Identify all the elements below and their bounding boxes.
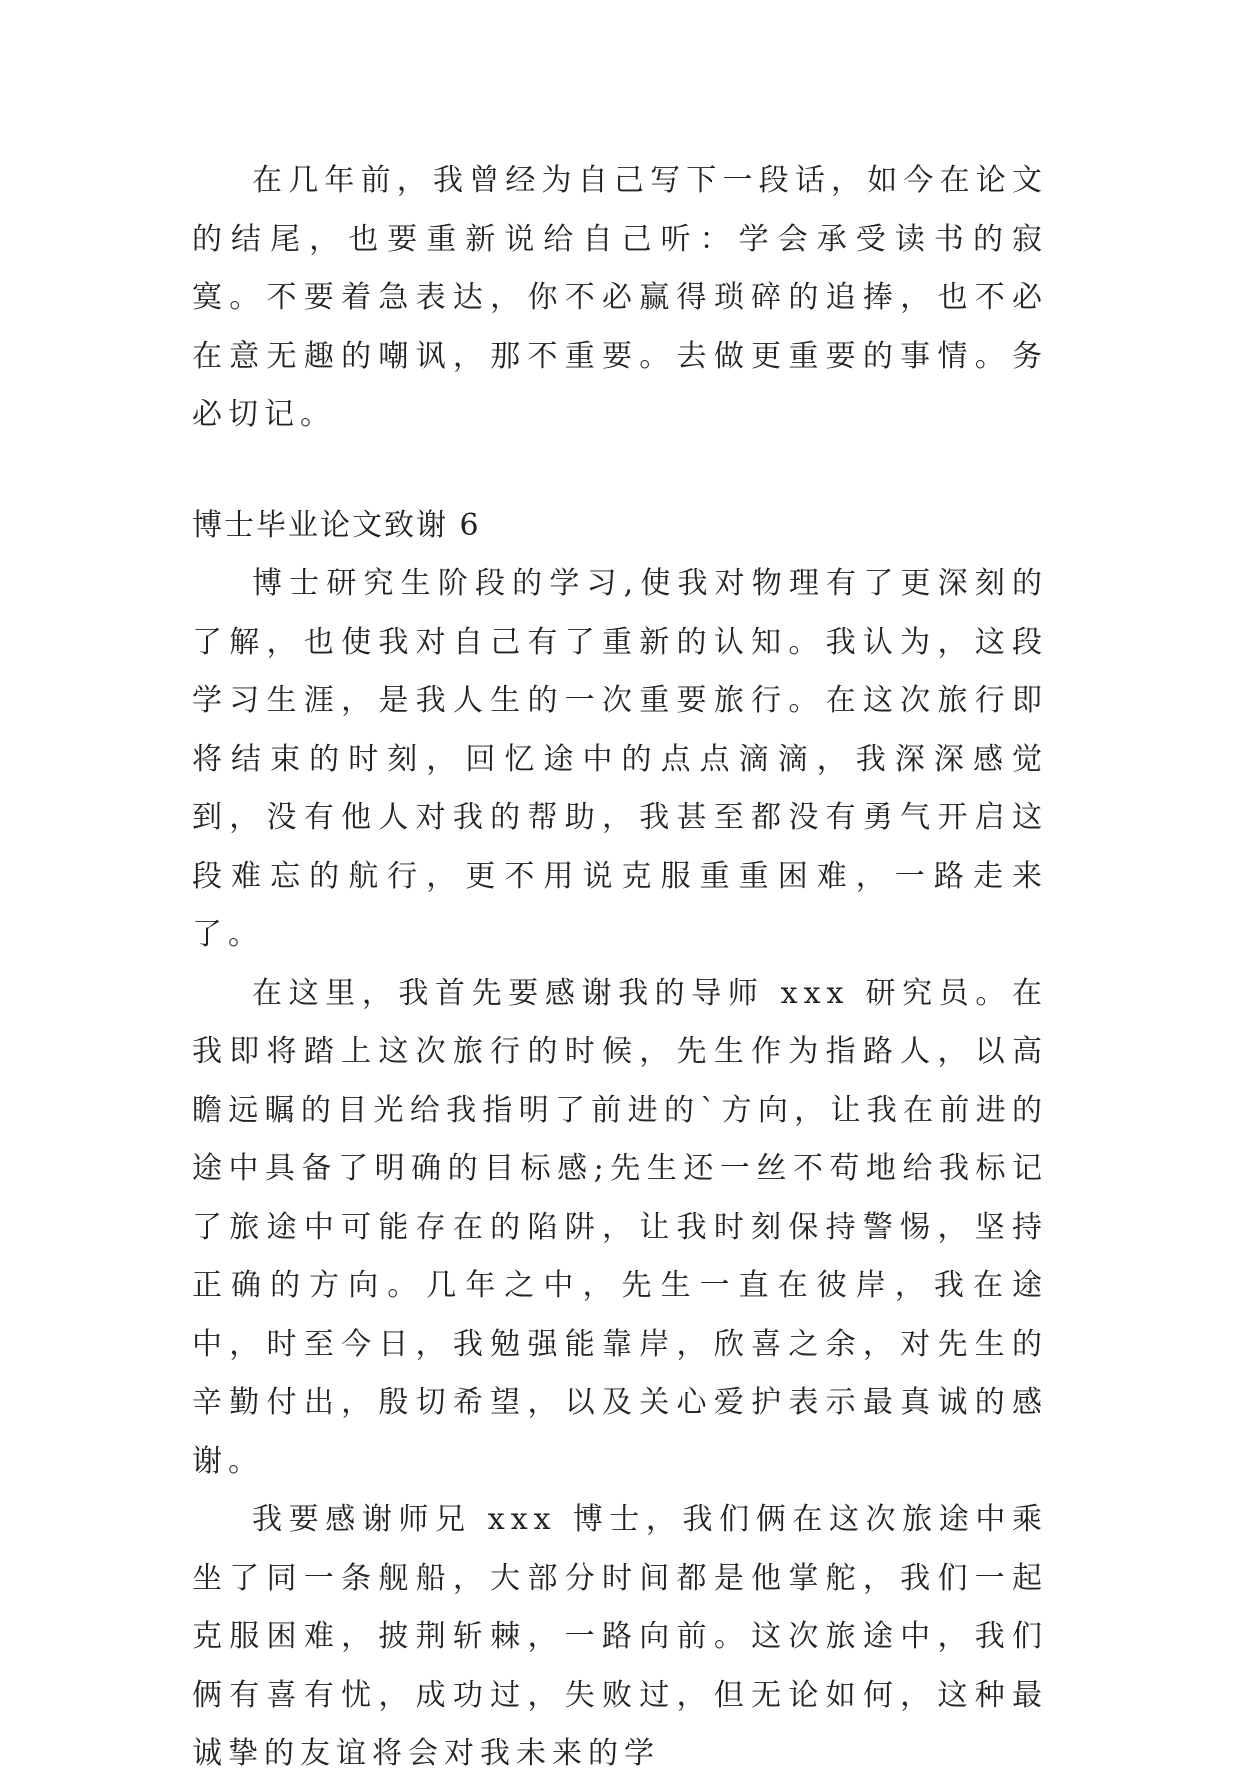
section-heading: 博士毕业论文致谢 6 bbox=[192, 507, 481, 543]
paragraph-thanks-senior: 我要感谢师兄 xxx 博士，我们俩在这次旅途中乘坐了同一条舰船，大部分时间都是他掌舵，我们一起克服困难，披荆斩棘，一路向前。这次旅途中，我们俩有喜有忧，成功过，失败过，但无论如何，这种最诚挚的友谊将会对我未来的学 bbox=[192, 1502, 1048, 1771]
paragraph-phd-study: 博士研究生阶段的学习,使我对物理有了更深刻的了解，也使我对自己有了重新的认知。我认为，这段学习生涯，是我人生的一次重要旅行。在这次旅行即将结束的时刻，回忆途中的点点滴滴，我深深感觉到，没有他人对我的帮助，我甚至都没有勇气开启这段难忘的航行，更不用说克服重重困难，一路走来了。 bbox=[192, 566, 1048, 952]
document-body bbox=[192, 152, 1048, 1784]
paragraph-closing-reflection: 在几年前，我曾经为自己写下一段话，如今在论文的结尾，也要重新说给自己听：学会承受读书的寂寞。不要着急表达，你不必赢得琐碎的追捧，也不必在意无趣的嘲讽，那不重要。去做更重要的事情。务必切记。 bbox=[192, 163, 1048, 432]
paragraph-thanks-advisor: 在这里，我首先要感谢我的导师 xxx 研究员。在我即将踏上这次旅行的时候，先生作为指路人，以高瞻远瞩的目光给我指明了前进的`方向，让我在前进的途中具备了明确的目标感;先生还一丝不苟地给我标记了旅途中可能存在的陷阱，让我时刻保持警惕，坚持正确的方向。几年之中，先生一直在彼岸，我在途中，时至今日，我勉强能靠岸，欣喜之余，对先生的辛勤付出，殷切希望，以及关心爱护表示最真诚的感谢。 bbox=[192, 975, 1048, 1479]
